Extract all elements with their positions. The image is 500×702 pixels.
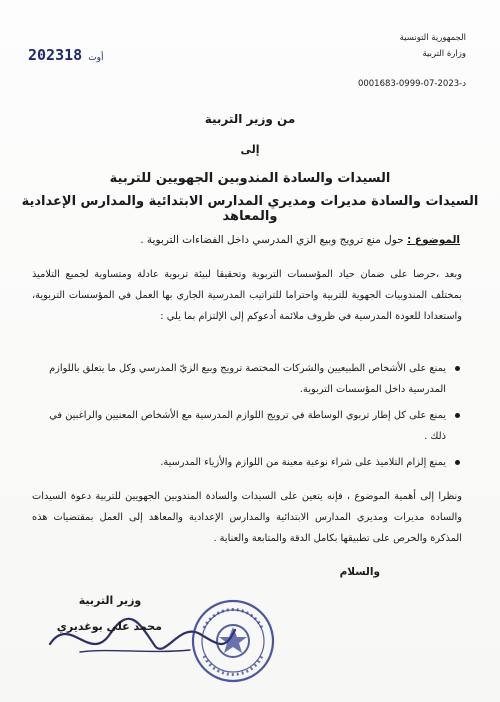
closing-salutation: والسلام (339, 566, 380, 578)
list-item (42, 405, 462, 447)
sender-line: من وزير التربية (204, 112, 296, 126)
date-day: 18 (64, 46, 83, 64)
republic-name: الجمهورية التونسية (399, 33, 466, 43)
bullet-icon (455, 460, 460, 465)
list-item (42, 452, 462, 473)
bullet-icon (455, 413, 460, 418)
minister-title: وزير التربية (78, 594, 142, 607)
list-item-text: يمنع على الأشخاص الطبيعيين والشركات المختصة ترويج وبيع الزيّ المدرسي وكل ما يتعلق باللوازم المدرسية داخل المؤسسات التربوية. (49, 363, 446, 395)
reference-number: د-2023-07-0999-0001683 (357, 79, 466, 89)
seal-icon (190, 598, 276, 684)
subject-label: الموضوع : (407, 234, 460, 246)
list-item (42, 358, 462, 400)
closing-paragraph: ونظرا إلى أهمية الموضوع ، فإنه يتعين على السيدات والسادة المندوبين الجهويين للتربية دعوة السيدات والسادة مديرات ومديري المدارس الابتدائية والمدارس الإعدادية والمعاهد إلى العمل بمقتضيات هذه المذكرة والحرص على تطبيقها بكامل الدقة والمتابعة والعناية . (32, 491, 462, 544)
list-item-text: يمنع على كل إطار تربوي الوساطة في ترويج اللوازم المدرسية مع الأشخاص المعنيين والراغبين في ذلك . (49, 410, 446, 442)
rules-list (42, 358, 462, 478)
date-year: 2023 (28, 46, 65, 64)
letterhead (336, 30, 466, 62)
date-month: أوت (88, 53, 104, 63)
date-stamp (28, 46, 110, 64)
minister-name: محمد علي بوغديري (56, 620, 162, 633)
subject-line (140, 234, 460, 246)
intro-paragraph: وبعد ،حرصا على ضمان حياد المؤسسات التربوية وتحقيقا لبيئة تربوية عادلة ومتساوية لجميع التلاميذ بمختلف المندوبيات الجهوية للتربية واحتراما للتراتيب المدرسية الجاري بها العمل في المؤسسات التربوية، واستعدادا للعودة المدرسية في ظروف ملائمة أدعوكم إلى الإلتزام بما يلي : (32, 269, 462, 322)
addressee-line-2: السيدات والسادة مديرات ومديري المدارس الابتدائية والمدارس الإعدادية والمعاهد (21, 194, 479, 224)
subject-text: حول منع ترويج وبيع الزي المدرسي داخل الفضاءات التربوية . (140, 234, 404, 246)
ministry-name: وزارة التربية (422, 49, 466, 59)
addressee-line-1: السيدات والسادة المندوبين الجهويين للتربية (109, 171, 391, 186)
list-item-text: يمنع إلزام التلاميذ على شراء نوعية معينة من اللوازم والأزياء المدرسية. (160, 457, 446, 468)
bullet-icon (455, 366, 460, 371)
to-line: إلى (240, 143, 260, 156)
